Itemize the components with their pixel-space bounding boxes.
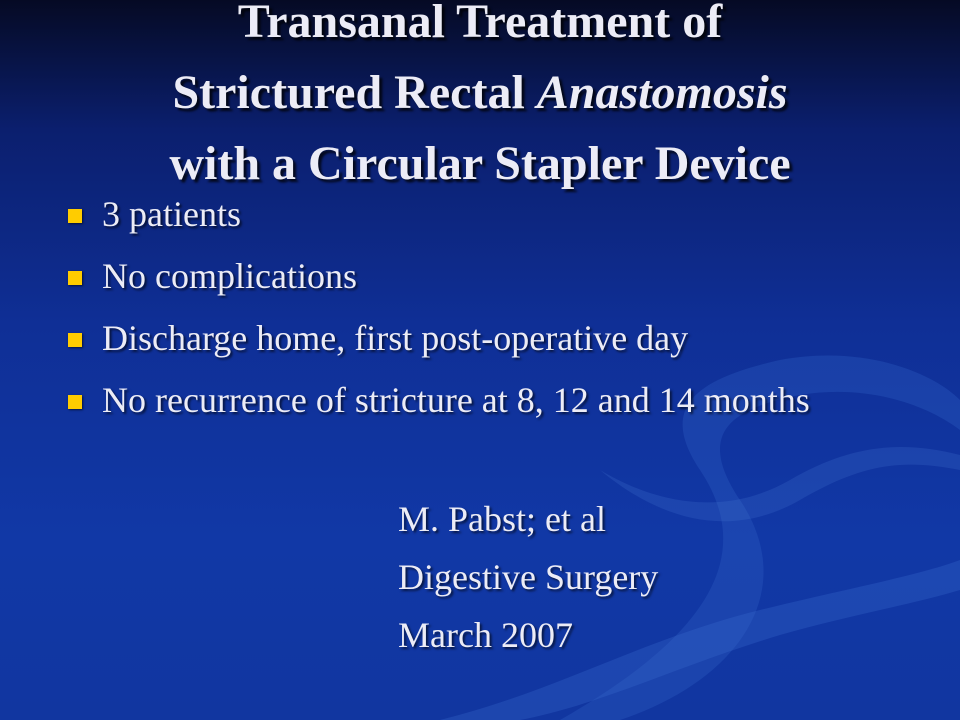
- bullet-text: Discharge home, first post-operative day: [102, 318, 689, 358]
- bullet-text: No complications: [102, 256, 357, 296]
- citation-date: March 2007: [398, 615, 573, 655]
- citation-author: M. Pabst; et al: [398, 499, 606, 539]
- bullet-list: [66, 191, 886, 439]
- square-bullet-icon: [68, 209, 82, 223]
- title-italic-term: Anastomosis: [536, 66, 788, 119]
- title-line-2: [0, 57, 960, 128]
- square-bullet-icon: [68, 395, 82, 409]
- slide-title: [0, 0, 960, 199]
- bullet-text: No recurrence of stricture at 8, 12 and 14 months: [102, 380, 810, 420]
- title-line-2-prefix: Strictured Rectal: [172, 66, 537, 119]
- citation-journal: Digestive Surgery: [398, 557, 659, 597]
- bullet-item: [66, 253, 886, 299]
- citation-block: [398, 490, 918, 664]
- bullet-item: [66, 315, 886, 361]
- bullet-item: [66, 377, 886, 423]
- square-bullet-icon: [68, 333, 82, 347]
- bullet-item: [66, 191, 886, 237]
- square-bullet-icon: [68, 271, 82, 285]
- title-line-3: with a Circular Stapler Device: [169, 137, 791, 190]
- bullet-text: 3 patients: [102, 194, 241, 234]
- title-line-1: Transanal Treatment of: [237, 0, 723, 48]
